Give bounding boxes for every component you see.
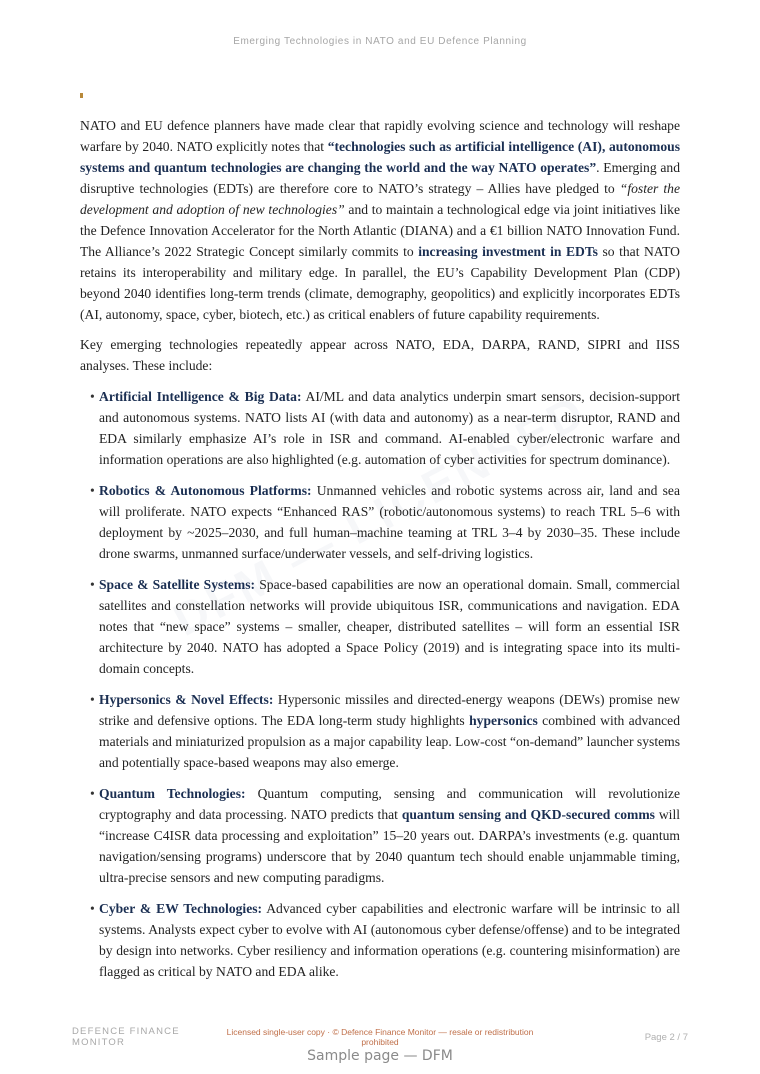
lead-in-paragraph: Key emerging technologies repeatedly appear across NATO, EDA, DARPA, RAND, SIPRI and IISS analyses. These include: <box>80 337 680 373</box>
item-text: Advanced cyber capabilities and electronic warfare will be intrinsic to all systems. Analysts expect cyber to evolve with AI (autonomous cyber defense/offense) and to be integrated by design into networks. Cyber resiliency and information operations (e.g. countering misinformation) are flagged as critical by NATO and EDA alike. <box>99 901 680 979</box>
item-text: AI/ML and data analytics underpin smart sensors, decision-support and autonomous systems. NATO lists AI (with data and autonomy) as a near-term disruptor, RAND and EDA similarly emphasize AI’s role in ISR and command. AI-enabled cyber/electronic warfare and information operations are also highlighted (e.g. automation of cyber activities for spectrum dominance). <box>99 389 680 467</box>
page-number: Page 2 / 7 <box>644 1032 688 1043</box>
list-item-hypersonics <box>80 689 680 773</box>
intro-quote-italic: “foster the development and adoption of new technologies” <box>80 181 680 217</box>
item-title: Quantum Technologies: <box>99 786 246 801</box>
item-text-continued: will “increase C4ISR data processing and exploitation” 15–20 years out. DARPA’s investments (e.g. quantum navigation/sensing programs) underscore that by 2040 quantum tech should enable unjammable timing, ultra-precise sensors and new computing paradigms. <box>99 807 681 885</box>
footer-brand <box>72 1026 202 1048</box>
item-emphasis: hypersonics <box>469 713 538 728</box>
intro-emphasis: increasing investment in EDTs <box>418 244 598 259</box>
accent-mark <box>80 93 83 98</box>
intro-text-4: so that NATO retains its interoperability and military edge. In parallel, the EU’s Capability Development Plan (CDP) beyond 2040 identifies long-term trends (climate, demography, geopolitics) and explicitly incorporates EDTs (AI, autonomy, space, cyber, biotech, etc.) as critical enablers of future capability requirements. <box>80 244 680 322</box>
bullet: • <box>90 389 95 404</box>
sample-page-label: Sample page — DFM <box>307 1048 453 1064</box>
running-header: Emerging Technologies in NATO and EU Defence Planning <box>233 36 527 47</box>
intro-paragraph <box>80 115 680 325</box>
item-text: Unmanned vehicles and robotic systems across air, land and sea will proliferate. NATO expects “Enhanced RAS” (robotic/autonomous systems) to reach TRL 5–6 with deployment by ~2025–2030, and full human–machine teaming at TRL 3–4 by 2030–35. These include drone swarms, unmanned surface/underwater vessels, and self-driving logistics. <box>99 483 680 561</box>
item-title: Cyber & EW Technologies: <box>99 901 263 916</box>
intro-text-2: . Emerging and disruptive technologies (EDTs) are therefore core to NATO’s strategy – Allies have pledged to <box>80 160 681 196</box>
bullet: • <box>90 483 95 498</box>
bullet: • <box>90 692 95 707</box>
list-item-robotics <box>80 480 680 564</box>
intro-quote-bold: “technologies such as artificial intelligence (AI), autonomous systems and quantum technologies are changing the world and the way NATO operates” <box>80 139 680 175</box>
list-item-cyber <box>80 898 680 982</box>
article-body <box>80 115 680 992</box>
footer-license-notice <box>220 1027 540 1047</box>
intro-text-3: and to maintain a technological edge via joint initiatives like the Defence Innovation Accelerator for the North Atlantic (DIANA) and a €1 billion NATO Innovation Fund. The Alliance’s 2022 Strategic Concept similarly commits to <box>80 202 680 259</box>
technology-list <box>80 386 680 982</box>
item-emphasis: quantum sensing and QKD-secured comms <box>401 807 655 822</box>
bullet: • <box>90 577 95 592</box>
item-title: Artificial Intelligence & Big Data: <box>99 389 302 404</box>
intro-text-1: NATO and EU defence planners have made clear that rapidly evolving science and technology will reshape warfare by 2040. NATO explicitly notes that <box>80 118 680 154</box>
license-line-2: prohibited <box>361 1037 399 1047</box>
item-title: Hypersonics & Novel Effects: <box>99 692 274 707</box>
item-title: Robotics & Autonomous Platforms: <box>99 483 312 498</box>
item-text: Quantum computing, sensing and communication will revolutionize cryptography and data processing. NATO predicts that <box>99 786 680 822</box>
list-item-ai <box>80 386 680 470</box>
footer-brand-line-1: DEFENCE FINANCE <box>72 1026 180 1037</box>
bullet: • <box>90 786 95 801</box>
license-line-1: Licensed single-user copy · © Defence Finance Monitor — resale or redistribution <box>226 1027 534 1037</box>
list-item-quantum <box>80 783 680 888</box>
item-text: Hypersonic missiles and directed-energy weapons (DEWs) promise new strike and defensive options. The EDA long-term study highlights <box>99 692 680 728</box>
item-title: Space & Satellite Systems: <box>99 577 256 592</box>
bullet: • <box>90 901 95 916</box>
footer-brand-line-2: MONITOR <box>72 1037 126 1048</box>
item-text: Space-based capabilities are now an operational domain. Small, commercial satellites and constellation networks will provide ubiquitous ISR, communications and navigation. EDA notes that “new space” systems – smaller, cheaper, distributed satellites – will form an essential ISR architecture by 2040. NATO has adopted a Space Policy (2019) and is integrating space into its multi-domain concepts. <box>99 577 680 676</box>
item-text-continued: combined with advanced materials and miniaturized propulsion as a major capability leap. Low-cost “on-demand” launcher systems and potentially space-based weapons may also emerge. <box>99 713 680 770</box>
list-item-space <box>80 574 680 679</box>
